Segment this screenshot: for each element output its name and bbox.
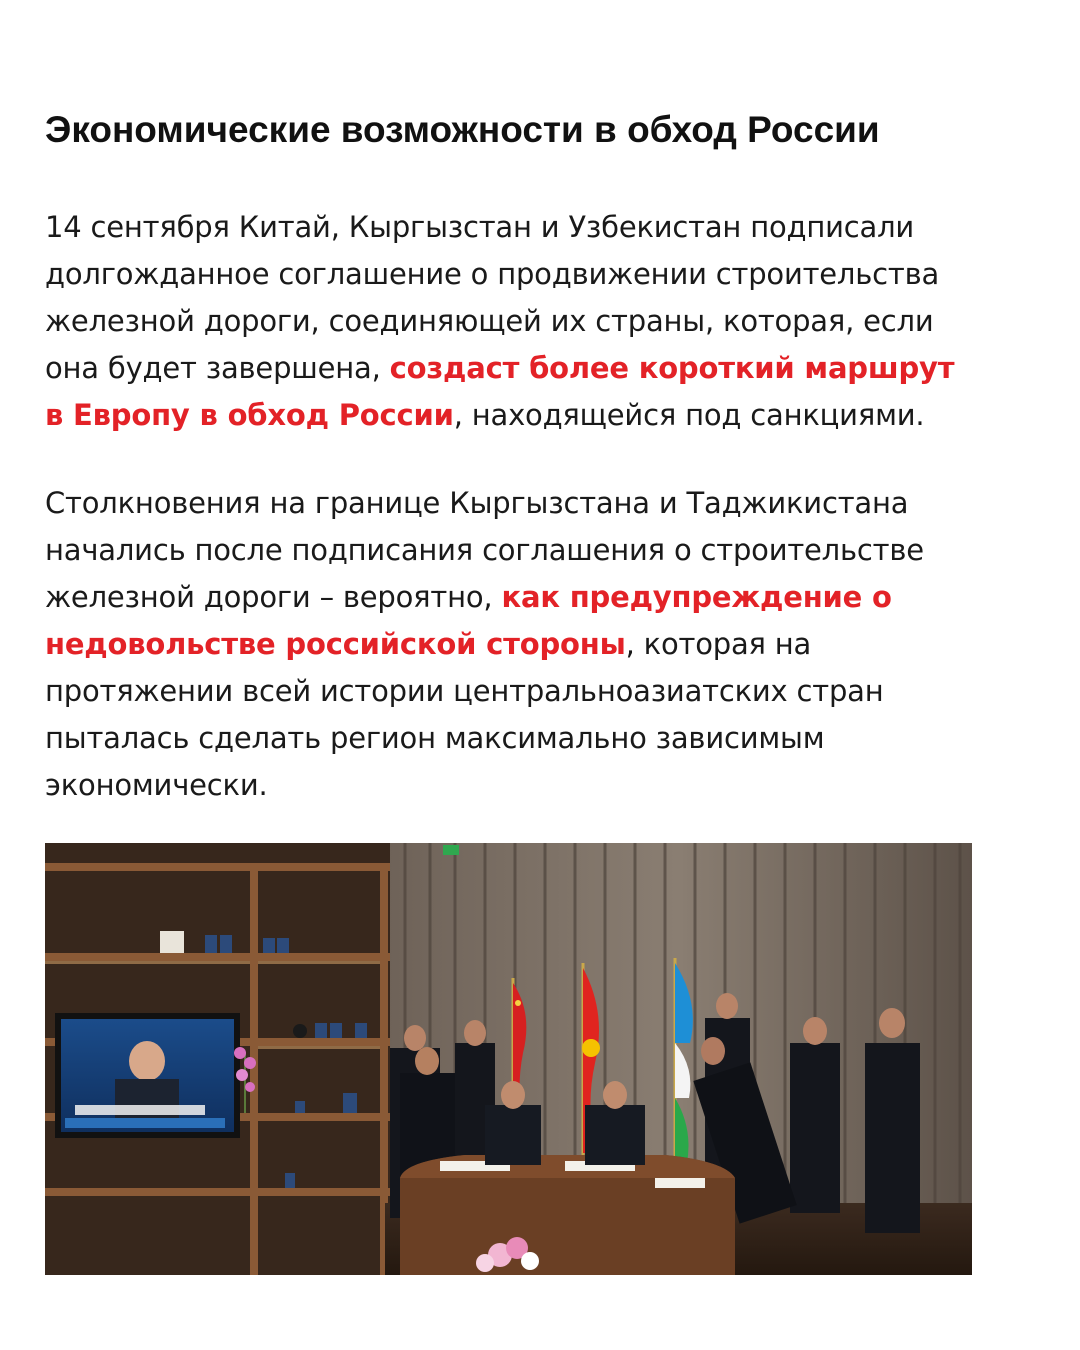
paragraph-1 — [45, 204, 1045, 439]
paragraph-2-line-4-text: , которая на — [625, 627, 812, 661]
paragraph-2-line-3 — [45, 574, 1045, 621]
paragraph-2-line-2: начались после подписания соглашения о строительстве — [45, 533, 924, 567]
paragraph-1-line-5-text: , находящейся под санкциями. — [453, 398, 925, 432]
paragraph-2 — [45, 480, 1045, 809]
page-title: Экономические возможности в обход России — [45, 109, 880, 150]
paragraph-1-line-1: 14 сентября Китай, Кыргызстан и Узбекистан подписали — [45, 210, 915, 244]
paragraph-2-line-6: пыталась сделать регион максимально зависимым — [45, 721, 825, 755]
paragraph-1-line-5 — [45, 392, 1045, 439]
highlight-warning: как предупреждение о — [501, 580, 892, 614]
signing-ceremony-illustration — [45, 843, 972, 1275]
paragraph-2-line-7: экономически. — [45, 768, 268, 802]
highlight-bypass-russia: в Европу в обход России — [45, 398, 454, 432]
highlight-russian-discontent: недовольстве российской стороны — [45, 627, 626, 661]
signing-ceremony-photo — [45, 843, 972, 1275]
paragraph-2-line-5: протяжении всей истории центральноазиатских стран — [45, 674, 884, 708]
highlight-short-route: создаст более короткий маршрут — [389, 351, 955, 385]
paragraph-1-line-4-text: она будет завершена, — [45, 351, 390, 385]
paragraph-2-line-1: Столкновения на границе Кыргызстана и Таджикистана — [45, 486, 909, 520]
signing-table — [400, 1155, 735, 1275]
tv-screen — [55, 1013, 240, 1138]
paragraph-2-line-4 — [45, 621, 1045, 668]
paragraph-2-line-3-text: железной дороги – вероятно, — [45, 580, 502, 614]
paragraph-1-line-3: железной дороги, соединяющей их страны, которая, если — [45, 304, 934, 338]
exit-sign-icon — [443, 845, 459, 855]
paragraph-1-line-2: долгожданное соглашение о продвижении строительства — [45, 257, 940, 291]
paragraph-1-line-4 — [45, 345, 1045, 392]
